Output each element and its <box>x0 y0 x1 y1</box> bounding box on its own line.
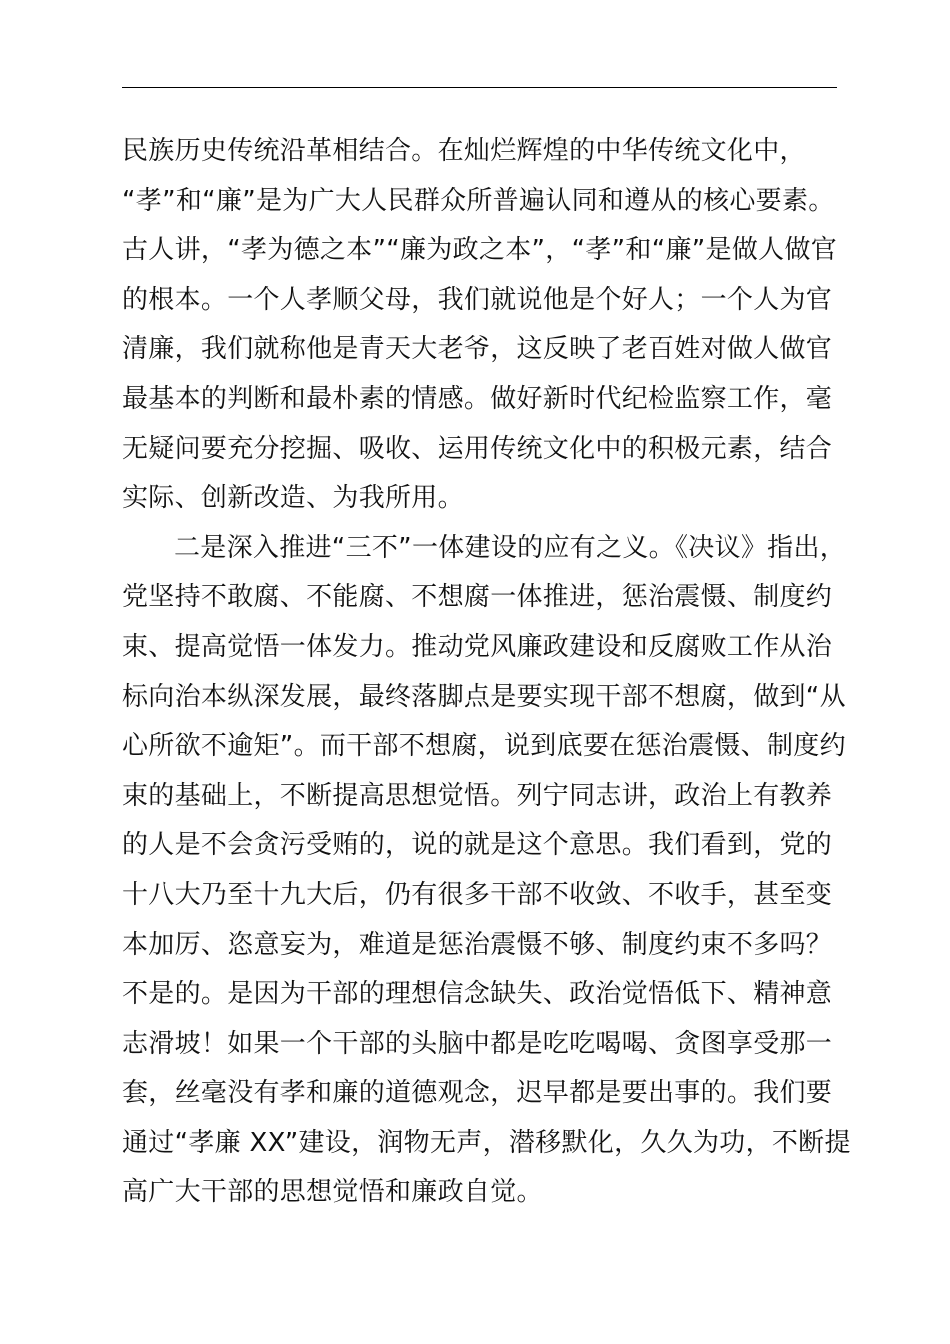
text-line: 党坚持不敢腐、不能腐、不想腐一体推进，惩治震慑、制度约 <box>122 582 833 613</box>
text-line: 标向治本纵深发展，最终落脚点是要实现干部不想腐，做到“从 <box>122 681 846 712</box>
text-line: 的人是不会贪污受贿的，说的就是这个意思。我们看到，党的 <box>122 830 833 861</box>
text-line: 古人讲，“孝为德之本”“廉为政之本”，“孝”和“廉”是做人做官 <box>122 235 838 266</box>
text-line: 束、提高觉悟一体发力。推动党风廉政建设和反腐败工作从治 <box>122 631 833 662</box>
text-line: 实际、创新改造、为我所用。 <box>122 483 464 514</box>
text-line: “孝”和“廉”是为广大人民群众所普遍认同和遵从的核心要素。 <box>122 185 835 216</box>
text-line: 无疑问要充分挖掘、吸收、运用传统文化中的积极元素，结合 <box>122 433 833 464</box>
text-line: 束的基础上，不断提高思想觉悟。列宁同志讲，政治上有教养 <box>122 780 833 811</box>
text-line: 本加厉、恣意妄为，难道是惩治震慑不够、制度约束不多吗？ <box>122 929 833 960</box>
text-line: 最基本的判断和最朴素的情感。做好新时代纪检监察工作，毫 <box>122 383 833 414</box>
text-line: 通过“孝廉 XX”建设，润物无声，潜移默化，久久为功，不断提 <box>122 1127 851 1158</box>
paragraph-start-line: 二是深入推进“三不”一体建设的应有之义。《决议》指出， <box>174 532 847 563</box>
text-line: 高广大干部的思想觉悟和廉政自觉。 <box>122 1177 543 1208</box>
text-line: 不是的。是因为干部的理想信念缺失、政治觉悟低下、精神意 <box>122 979 833 1010</box>
text-line: 的根本。一个人孝顺父母，我们就说他是个好人；一个人为官 <box>122 284 833 315</box>
text-line: 套，丝毫没有孝和廉的道德观念，迟早都是要出事的。我们要 <box>122 1078 833 1109</box>
text-line: 十八大乃至十九大后，仍有很多干部不收敛、不收手，甚至变 <box>122 879 833 910</box>
text-line: 志滑坡！如果一个干部的头脑中都是吃吃喝喝、贪图享受那一 <box>122 1028 833 1059</box>
text-line: 心所欲不逾矩”。而干部不想腐，说到底要在惩治震慑、制度约 <box>122 731 846 762</box>
text-line: 民族历史传统沿革相结合。在灿烂辉煌的中华传统文化中， <box>122 136 806 166</box>
document-body <box>122 127 862 1218</box>
text-line: 清廉，我们就称他是青天大老爷，这反映了老百姓对做人做官 <box>122 334 833 365</box>
header-rule <box>122 87 837 88</box>
